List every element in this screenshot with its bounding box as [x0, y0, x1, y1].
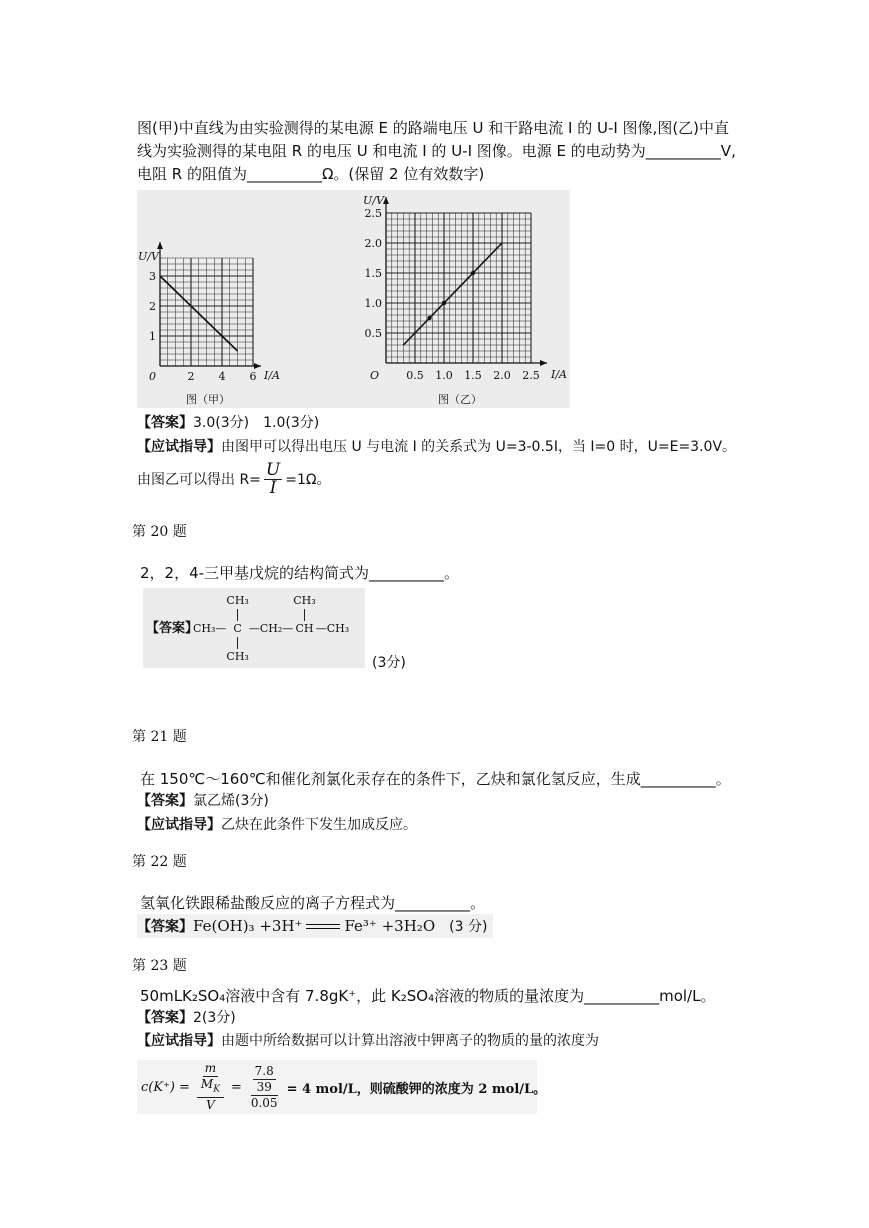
molar-mass-letter: M: [200, 1076, 214, 1091]
answer-text: 氯乙烯(3分): [193, 793, 269, 809]
y-tick-label: 2.0: [364, 237, 382, 250]
resistance-fraction: [264, 462, 282, 497]
q23-number: 第 23 题: [132, 958, 187, 974]
guide-formula-suffix: =1Ω。: [285, 471, 331, 488]
q21-stem: 在 150℃～160℃和催化剂氯化汞存在的条件下，乙炔和氯化氢反应，生成__________。: [140, 770, 731, 788]
figure-caption: 图（乙）: [438, 393, 482, 406]
answer-label: 【答案】: [146, 621, 199, 636]
y-tick-label: 1: [149, 330, 156, 343]
q19-guide-formula: [137, 462, 331, 497]
guide-label: 【应试指导】: [137, 1033, 221, 1049]
y-tick-label: 2: [149, 300, 156, 313]
data-point: [471, 271, 475, 275]
fraction-numerator: [251, 1064, 278, 1096]
q19-stem-line-1: 图(甲)中直线为由实验测得的某电源 E 的路端电压 U 和干路电流 I 的 U-I 图像,图(乙)中直: [137, 119, 730, 137]
branch-c-bottom: CH₃: [226, 650, 249, 663]
answer-text: 3.0(3分) 1.0(3分): [193, 415, 320, 431]
q23-guide: [137, 1031, 599, 1051]
q19-figures: [137, 190, 570, 408]
origin-label: 0: [149, 370, 156, 383]
guide-formula-prefix: 由图乙可以得出 R=: [137, 471, 261, 488]
structural-formula: [193, 594, 349, 664]
guide-text: 乙炔在此条件下发生加成反应。: [221, 817, 417, 833]
branch-c-top: CH₃: [226, 594, 249, 607]
chain-group-1: [193, 594, 226, 664]
x-axis-label: I/A: [264, 369, 280, 382]
formula-lhs: c(K⁺): [141, 1079, 175, 1095]
q21-number: 第 21 题: [132, 729, 187, 745]
q22-score: (3 分): [449, 919, 488, 935]
formula-fraction-numeric: [249, 1064, 280, 1111]
formula-result: = 4 mol/L，则硫酸钾的浓度为 2 mol/L。: [286, 1081, 547, 1097]
equation-rhs: Fe³⁺ +3H₂O: [344, 917, 436, 935]
guide-text: 由图甲可以得出电压 U 与电流 I 的关系式为 U=3-0.5I，当 I=0 时，U=E=3.0V。: [221, 439, 737, 455]
bond-c-bottom: [237, 637, 238, 649]
q20-answer-box: [143, 588, 365, 668]
q21-guide: [137, 815, 417, 835]
branch-ch-top: CH₃: [293, 594, 316, 607]
fraction-numerator: [197, 1061, 224, 1098]
x-tick-label: 1.5: [464, 369, 482, 382]
mass-symbol: m: [204, 1060, 217, 1075]
answer-label: 【答案】: [137, 919, 193, 935]
origin-label: O: [369, 369, 379, 382]
x-tick-label: 6: [249, 370, 257, 383]
data-point: [442, 301, 446, 305]
q23-formula: [137, 1060, 547, 1114]
answer-label: 【答案】: [137, 1010, 193, 1026]
answer-label: 【答案】: [137, 793, 193, 809]
y-tick-label: 3: [149, 270, 156, 283]
guide-text: 由题中所给数据可以计算出溶液中钾离子的物质的量的浓度为: [221, 1033, 599, 1049]
x-tick-label: 2: [187, 370, 195, 383]
formula-equals-2: =: [230, 1079, 242, 1095]
chain-ch3-right: —CH₃: [315, 622, 350, 635]
q19-stem-line-3: 电阻 R 的阻值为__________Ω。(保留 2 位有效数字): [137, 165, 485, 183]
x-tick-label: 1.0: [435, 369, 453, 382]
bond-c-top: [237, 609, 238, 621]
y-tick-label: 1.5: [364, 267, 382, 280]
chain-c: C: [233, 622, 242, 635]
bond-ch-top: [304, 609, 305, 621]
y-tick-label: 2.5: [364, 207, 382, 220]
y-axis-label: U/V: [138, 250, 159, 263]
x-tick-label: 4: [218, 370, 226, 383]
q20-number: 第 20 题: [132, 524, 187, 540]
q19-stem-line-2: 线为实验测得的某电阻 R 的电压 U 和电流 I 的 U-I 图像。电源 E 的电动势为__________V,: [137, 142, 736, 160]
x-axis-arrow: [254, 363, 261, 369]
chain-group-4: [293, 594, 315, 664]
chain-ch: CH: [295, 622, 314, 635]
guide-label: 【应试指导】: [137, 817, 221, 833]
answer-label: 【答案】: [137, 415, 193, 431]
y-tick-label: 1.0: [364, 297, 382, 310]
y-axis-arrow: [157, 242, 163, 249]
q19-guide: [137, 437, 736, 457]
molar-mass-subscript: K: [213, 1084, 220, 1095]
y-axis-label: U/V: [363, 194, 384, 207]
mass-value: 7.8: [254, 1063, 274, 1078]
volume-symbol: V: [206, 1098, 215, 1113]
q21-answer: [137, 791, 269, 811]
chain-ch3-left: CH₃—: [193, 622, 227, 635]
fraction-denominator: I: [269, 478, 277, 498]
x-tick-label: 0.5: [406, 369, 424, 382]
q20-score: (3分): [372, 655, 406, 671]
q22-answer: [137, 914, 493, 938]
data-point: [427, 316, 431, 320]
y-tick-label: 0.5: [364, 327, 382, 340]
volume-value: 0.05: [250, 1095, 278, 1110]
chain-group-2: [226, 594, 248, 664]
q19-answer: [137, 413, 319, 433]
q23-stem: 50mLK₂SO₄溶液中含有 7.8gK⁺，此 K₂SO₄溶液的物质的量浓度为__________mol/L。: [140, 987, 716, 1005]
chain-ch2: —CH₂—: [248, 622, 294, 635]
molar-mass-symbol: [199, 1077, 222, 1097]
q20-stem: 2，2，4-三甲基戊烷的结构简式为__________。: [140, 564, 460, 582]
chain-group-5: [316, 594, 349, 664]
molar-mass-value: 39: [256, 1079, 272, 1094]
x-axis-label: I/A: [551, 368, 567, 381]
equation-lhs: Fe(OH)₃ +3H⁺: [193, 917, 303, 935]
q22-stem: 氢氧化铁跟稀盐酸反应的离子方程式为__________。: [140, 894, 486, 912]
answer-text: 2(3分): [193, 1010, 236, 1026]
x-tick-label: 2.0: [493, 369, 511, 382]
q22-number: 第 22 题: [132, 854, 187, 870]
data-line: [403, 243, 502, 345]
inner-fraction: [253, 1064, 276, 1095]
q23-answer: [137, 1008, 236, 1028]
fraction-numerator: U: [265, 460, 281, 480]
formula-fraction-symbolic: [197, 1061, 224, 1113]
chain-group-3: [249, 594, 293, 664]
equation-equals-sign: [306, 924, 340, 929]
figure-caption: 图（甲）: [186, 393, 230, 406]
guide-label: 【应试指导】: [137, 439, 221, 455]
x-tick-label: 2.5: [522, 369, 540, 382]
x-axis-arrow: [540, 360, 547, 366]
q19-figures-svg: [137, 190, 570, 408]
formula-equals-1: =: [179, 1079, 190, 1095]
inner-fraction: [199, 1061, 222, 1097]
